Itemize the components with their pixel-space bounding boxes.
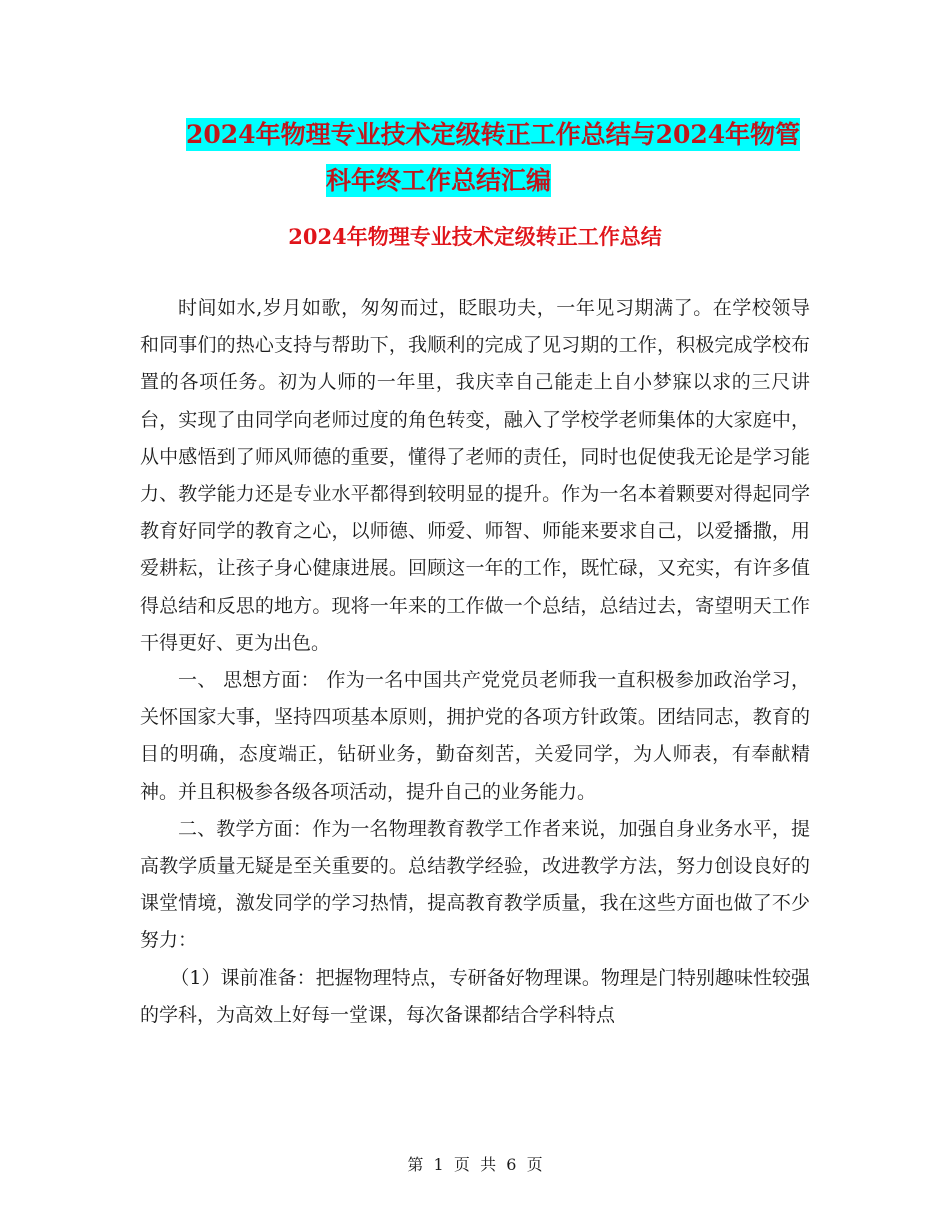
title-line-1: 2024年物理专业技术定级转正工作总结与2024年物管: [186, 120, 801, 149]
page-footer: 第 1 页 共 6 页: [407, 1155, 543, 1174]
document-body: [140, 290, 810, 1034]
document-title: [140, 112, 840, 204]
section-title: 2024年物理专业技术定级转正工作总结: [288, 224, 662, 249]
paragraph-teaching: 二、教学方面：作为一名物理教育教学工作者来说，加强自身业务水平，提高教学质量无疑是至关重要的。总结教学经验，改进教学方法，努力创设良好的课堂情境，激发同学的学习热情，提高教育教学质量，我在这些方面也做了不少努力：: [140, 817, 810, 952]
title-line-2: 科年终工作总结汇编: [326, 166, 552, 195]
paragraph-thought: 一、 思想方面： 作为一名中国共产党党员老师我一直积极参加政治学习，关怀国家大事，坚持四项基本原则，拥护党的各项方针政策。团结同志，教育的目的明确，态度端正，钻研业务，勤奋刻苦，关爱同学，为人师表，有奉献精神。并且积极参各级各项活动，提升自己的业务能力。: [140, 669, 810, 803]
paragraph-preparation: （1）课前准备：把握物理特点，专研备好物理课。物理是门特别趣味性较强的学科，为高效上好每一堂课，每次备课都结合学科特点: [140, 966, 810, 1026]
paragraph-intro: 时间如水,岁月如歌，匆匆而过，眨眼功夫，一年见习期满了。在学校领导和同事们的热心支持与帮助下，我顺利的完成了见习期的工作，积极完成学校布置的各项任务。初为人师的一年里，我庆幸自己能走上自小梦寐以求的三尺讲台，实现了由同学向老师过度的角色转变，融入了学校学老师集体的大家庭中，从中感悟到了师风师德的重要，懂得了老师的责任，同时也促使我无论是学习能力、教学能力还是专业水平都得到较明显的提升。作为一名本着颗要对得起同学教育好同学的教育之心，以师德、师爱、师智、师能来要求自己，以爱播撒，用爱耕耘，让孩子身心健康进展。回顾这一年的工作，既忙碌，又充实，有许多值得总结和反思的地方。现将一年来的工作做一个总结，总结过去，寄望明天工作干得更好、更为出色。: [140, 297, 810, 654]
